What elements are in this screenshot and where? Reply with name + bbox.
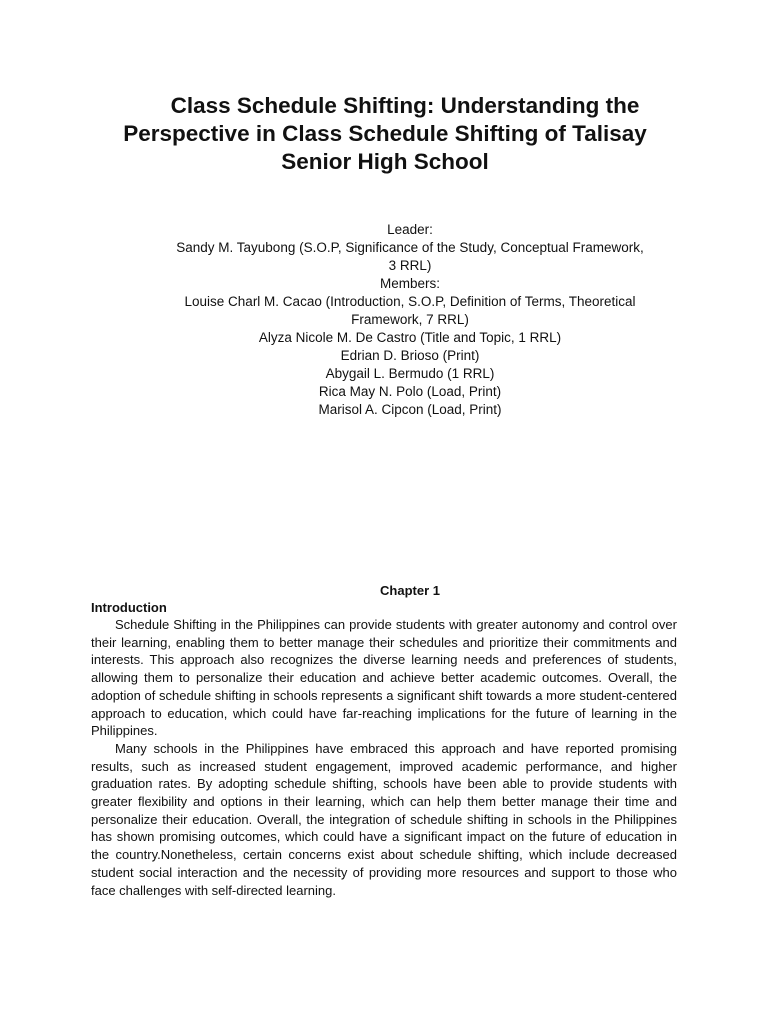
credit-line: Alyza Nicole M. De Castro (Title and Topic, 1 RRL) <box>258 330 562 345</box>
author-credits <box>130 221 690 419</box>
credit-line: Sandy M. Tayubong (S.O.P, Significance of the Study, Conceptual Framework, <box>176 240 644 255</box>
credit-line: Framework, 7 RRL) <box>351 312 469 327</box>
credit-line: Rica May N. Polo (Load, Print) <box>318 384 502 399</box>
credit-line: Abygail L. Bermudo (1 RRL) <box>325 366 495 381</box>
credit-line: Marisol A. Cipcon (Load, Print) <box>318 402 502 417</box>
document-title <box>80 92 690 176</box>
paragraph: Schedule Shifting in the Philippines can provide students with greater autonomy and control over their learning, enabling them to better manage their schedules and prioritize their commitments and interests. This approach also recognizes the diverse learning needs and preferences of students, allowing them to personalize their education and achieve better academic outcomes. Overall, the adoption of schedule shifting in schools represents a significant shift towards a more student-centered approach to education, which could have far-reaching implications for the future of learning in the Philippines. <box>91 617 677 739</box>
credit-line: Edrian D. Brioso (Print) <box>340 348 480 363</box>
members-label: Members: <box>379 276 440 291</box>
credit-line: Louise Charl M. Cacao (Introduction, S.O.P, Definition of Terms, Theoretical <box>184 294 636 309</box>
leader-label: Leader: <box>387 222 433 237</box>
credit-line: 3 RRL) <box>388 258 432 273</box>
section-heading: Introduction <box>91 600 167 615</box>
paragraph: Many schools in the Philippines have embraced this approach and have reported promising results, such as increased student engagement, improved academic performance, and higher graduation rates. By adopting schedule shifting, schools have been able to provide students with greater flexibility and options in their learning, which can help them better manage their time and personalize their education. Overall, the integration of schedule shifting in schools in the Philippines has shown promising outcomes, which could have a significant impact on the future of education in the country.Nonetheless, certain concerns exist about schedule shifting, which include decreased student social interaction and the necessity of providing more resources and support to those who face challenges with self-directed learning. <box>91 740 677 898</box>
chapter-heading: Chapter 1 <box>380 583 440 598</box>
title-line: Senior High School <box>281 149 489 174</box>
title-line: Class Schedule Shifting: Understanding the <box>170 93 640 118</box>
body-text <box>91 616 677 899</box>
title-line: Perspective in Class Schedule Shifting of Talisay <box>123 121 647 146</box>
